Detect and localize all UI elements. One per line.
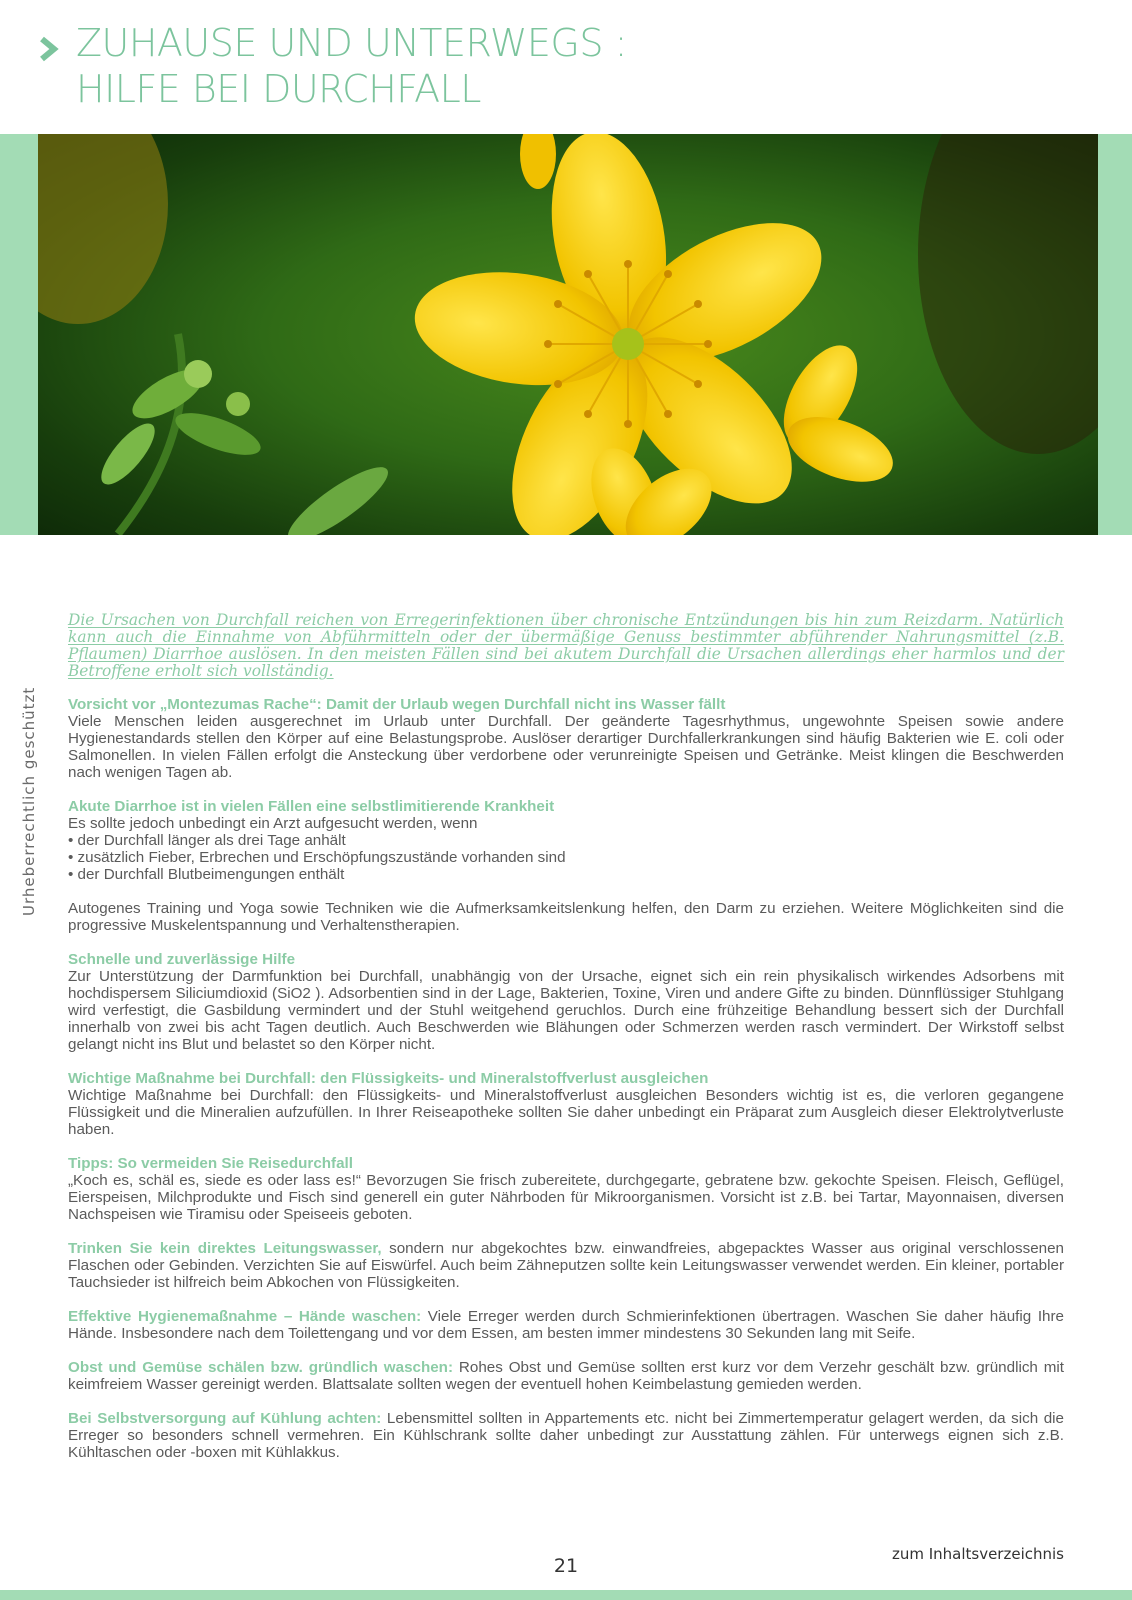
section-text: Viele Menschen leiden ausgerechnet im Urlaub unter Durchfall. Der geänderte Tagesrhythmus, ungewohnte Speisen sowie andere Hygienestandards stellen den Körper auf eine Belastungsprobe. Auslöser derartiger Durchfallerkrankungen sind häufig Bakterien wie E. coli oder Salmonellen. In vielen Fällen erfolgt die Ansteckung über verdorbene oder verunreinigte Speisen und Getränke. Meist klingen die Beschwerden nach wenigen Tagen ab.	[68, 713, 1064, 781]
list-item: • der Durchfall Blutbeimengungen enthält	[68, 866, 345, 883]
section-kuehlung	[68, 1410, 1064, 1461]
body-text: Rohes Obst und Gemüse sollten erst kurz vor dem Verzehr geschält bzw. gründlich mit keimfreiem Wasser gereinigt werden. Blattsalate sollten wegen der eventuell hohen Keimbelastung gemieden werden.	[68, 1359, 1064, 1393]
section-obst	[68, 1359, 1064, 1393]
article-body	[68, 612, 1064, 1478]
section-heading: Wichtige Maßnahme bei Durchfall: den Flüssigkeits- und Mineralstoffverlust ausgleichen	[68, 1070, 709, 1087]
lead-text: Bei Selbstversorgung auf Kühlung achten:	[68, 1410, 382, 1427]
section-text: Autogenes Training und Yoga sowie Techniken wie die Aufmerksamkeitslenkung helfen, den Darm zu erziehen. Weitere Möglichkeiten sind die progressive Muskelentspannung und Verhaltenstherapien.	[68, 900, 1064, 934]
chevron-right-icon	[36, 36, 62, 62]
section-heading: Akute Diarrhoe ist in vielen Fällen eine selbstlimitierende Krankheit	[68, 798, 555, 815]
page-number: 21	[553, 1555, 579, 1577]
section-text: „Koch es, schäl es, siede es oder lass es!“ Bevorzugen Sie frisch zubereitete, durchgegarte, gebratene bzw. gekochte Speisen. Fleisch, Geflügel, Eierspeisen, Milchprodukte und Fisch sind generell ein guter Nährboden für Mikroorganismen. Vorsicht ist z.B. bei Tartar, Mayonnaisen, diversen Nachspeisen wie Tiramisu oder Speiseeis geboten.	[68, 1172, 1064, 1223]
section-text	[68, 1359, 1064, 1393]
section-wasser	[68, 1240, 1064, 1291]
section-text: Wichtige Maßnahme bei Durchfall: den Flüssigkeits- und Mineralstoffverlust ausgleichen Besonders wichtig ist es, die verloren gegangene Flüssigkeit und die Mineralien aufzufüllen. In Ihrer Reiseapotheke sollten Sie daher unbedingt ein Präparat zum Ausgleich dieser Elektrolytverluste haben.	[68, 1087, 1064, 1138]
section-text: Zur Unterstützung der Darmfunktion bei Durchfall, unabhängig von der Ursache, eignet sich ein rein physikalisch wirkendes Adsorbens mit hochdispersem Siliciumdioxid (SiO2 ). Adsorbentien sind in der Lage, Bakterien, Toxine, Viren und andere Gifte zu binden. Dünnflüssiger Stuhlgang wird verfestigt, die Gasbildung vermindert und der Stuhl weitgehend geruchlos. Durch eine frühzeitige Behandlung bessert sich der Durchfall innerhalb von zwei bis acht Tagen deutlich. Auch Beschwerden wie Blähungen oder Schmerzen werden rasch vermindert. Der Wirkstoff selbst gelangt nicht ins Blut und belastet so den Körper nicht.	[68, 968, 1064, 1053]
warning-list	[68, 832, 1064, 883]
section-tipps	[68, 1155, 1064, 1223]
list-item: • der Durchfall länger als drei Tage anhält	[68, 832, 346, 849]
section-text	[68, 1410, 1064, 1461]
section-text	[68, 1240, 1064, 1291]
page-title	[76, 20, 627, 112]
section-text: Es sollte jedoch unbedingt ein Arzt aufgesucht werden, wenn	[68, 815, 478, 832]
footer-bar	[0, 1590, 1132, 1600]
section-heading: Vorsicht vor „Montezumas Rache“: Damit der Urlaub wegen Durchfall nicht ins Wasser fällt	[68, 696, 726, 713]
section-montezuma	[68, 696, 1064, 781]
hero-image-st-johns-wort-flower	[38, 134, 1098, 535]
section-heading: Tipps: So vermeiden Sie Reisedurchfall	[68, 1155, 353, 1172]
section-autogen	[68, 900, 1064, 934]
intro-paragraph: Die Ursachen von Durchfall reichen von Erregerinfektionen über chronische Entzündungen bis hin zum Reizdarm. Natürlich kann auch die Einnahme von Abführmitteln oder der übermäßige Genuss bestimmter abführender Nahrungsmittel (z.B. Pflaumen) Diarrhoe auslösen. In den meisten Fällen sind bei akutem Durchfall die Ursachen allerdings eher harmlos und der Betroffene erholt sich vollständig.	[68, 611, 1064, 680]
body-text: Viele Erreger werden durch Schmierinfektionen übertragen. Waschen Sie daher häufig Ihre Hände. Insbesondere nach dem Toilettengang und vor dem Essen, am besten immer mindestens 30 Sekunden lang mit Seife.	[68, 1308, 1064, 1342]
flower-illustration	[38, 134, 1098, 535]
section-akut	[68, 798, 1064, 883]
lead-text: Effektive Hygienemaßnahme – Hände waschen:	[68, 1308, 422, 1325]
section-heading: Schnelle und zuverlässige Hilfe	[68, 951, 296, 968]
title-line-2: HILFE BEI DURCHFALL	[76, 67, 481, 111]
list-item: • zusätzlich Fieber, Erbrechen und Erschöpfungszustände vorhanden sind	[68, 849, 566, 866]
copyright-note: Urheberrechtlich geschützt	[20, 686, 38, 916]
lead-text: Obst und Gemüse schälen bzw. gründlich waschen:	[68, 1359, 454, 1376]
title-line-1: ZUHAUSE UND UNTERWEGS :	[76, 21, 627, 65]
section-massnahme	[68, 1070, 1064, 1138]
lead-text: Trinken Sie kein direktes Leitungswasser,	[68, 1240, 382, 1257]
body-text: Lebensmittel sollten in Appartements etc. nicht bei Zimmertemperatur gelagert werden, da sich die Erreger so besonders schnell vermehren. Ein Kühlschrank sollte daher unbedingt zur Ausstattung zählen. Für unterwegs eignen sich z.B. Kühltaschen oder -boxen mit Kühlakkus.	[68, 1410, 1065, 1461]
section-haende	[68, 1308, 1064, 1342]
section-hilfe	[68, 951, 1064, 1053]
body-text: sondern nur abgekochtes bzw. einwandfreies, abgepacktes Wasser aus original verschlossenen Flaschen oder Gebinden. Verzichten Sie auf Eiswürfel. Auch beim Zähneputzen sollte kein Leitungswasser verwendet werden. Ein kleiner, portabler Tauchsieder ist hilfreich beim Abkochen von Flüssigkeiten.	[68, 1240, 1064, 1291]
section-text	[68, 1308, 1064, 1342]
toc-link[interactable]: zum Inhaltsverzeichnis	[891, 1545, 1064, 1563]
